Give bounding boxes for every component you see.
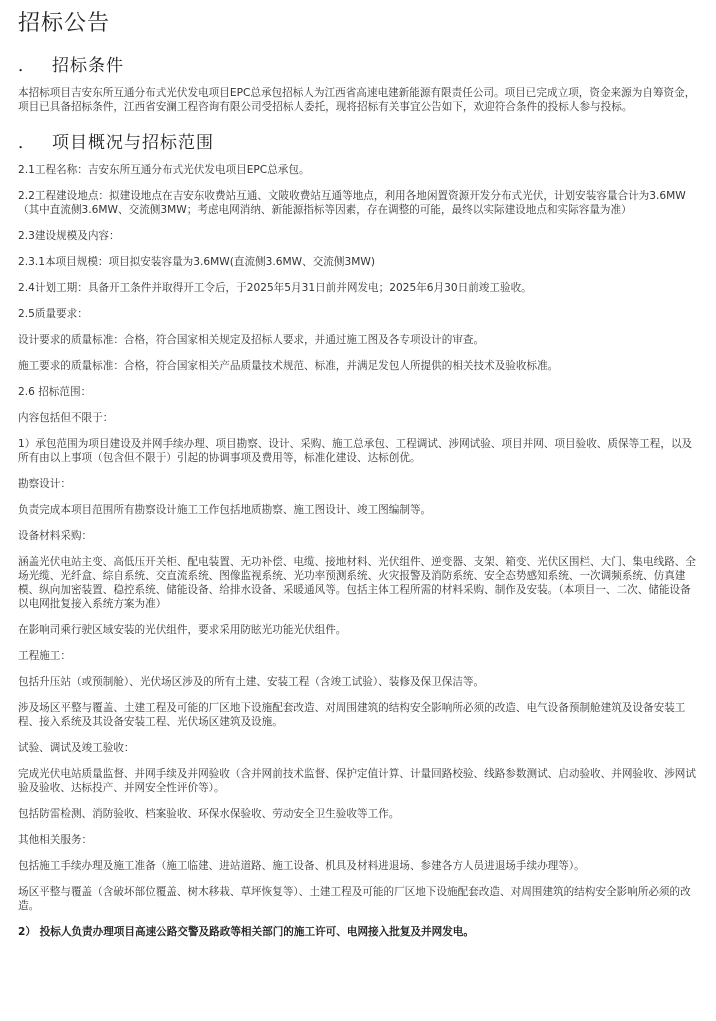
overview-paragraph: 1）承包范围为项目建设及并网手续办理、项目勘察、设计、采购、施工总承包、工程调试、涉网试验、项目并网、项目验收、质保等工程，以及所有由以上事项（包含但不限于）引起的协调事项及费用等，标准化建设、达标创优。 — [18, 438, 693, 464]
overview-paragraph: 在影响司乘行驶区域安装的光伏组件，要求采用防眩光功能光伏组件。 — [18, 624, 347, 636]
overview-paragraph: 勘察设计： — [18, 478, 71, 490]
bidding-conditions-paragraph: 本招标项目吉安东所互通分布式光伏发电项目EPC总承包招标人为江西省高速电建新能源有限责任公司。项目已完成立项，资金来源为自筹资金，项目已具备招标条件，江西省安澜工程咨询有限公司受招标人委托，现将招标有关事宜公告如下，欢迎符合条件的投标人参与投标。 — [18, 87, 696, 113]
overview-paragraph: 其他相关服务： — [18, 834, 93, 846]
closing-paragraph: 2） 投标人负责办理项目高速公路交警及路政等相关部门的施工许可、电网接入批复及并网发电。 — [18, 926, 474, 938]
overview-paragraph: 2.4计划工期：具备开工条件并取得开工令后，于2025年5月31日前并网发电；2025年6月30日前竣工验收。 — [18, 282, 532, 294]
section-heading-text: 项目概况与招标范围 — [52, 133, 214, 153]
overview-paragraph: 设备材料采购： — [18, 530, 93, 542]
overview-paragraph: 施工要求的质量标准：合格，符合国家相关产品质量技术规范、标准，并满足发包人所提供的相关技术及验收标准。 — [18, 360, 559, 372]
section-heading-bidding-conditions — [18, 51, 698, 76]
overview-paragraph: 2.5质量要求： — [18, 308, 88, 320]
overview-paragraph: 场区平整与覆盖（含破坏部位覆盖、树木移栽、草坪恢复等）、土建工程及可能的厂区地下设施配套改造、对周围建筑的结构安全影响所必须的改造。 — [18, 886, 691, 912]
overview-paragraph: 包括施工手续办理及施工准备（施工临建、进站道路、施工设备、机具及材料进退场、参建各方人员进退场手续办理等）。 — [18, 860, 585, 872]
overview-paragraph: 2.6 招标范围： — [18, 386, 92, 398]
overview-paragraph: 2.3.1本项目规模：项目拟安装容量为3.6MW(直流侧3.6MW、交流侧3MW) — [18, 256, 375, 268]
overview-paragraph: 完成光伏电站质量监督、并网手续及并网验收（含并网前技术监督、保护定值计算、计量回路校验、线路参数测试、启动验收、并网验收、涉网试验及验收、达标投产、并网安全性评价等）。 — [18, 768, 696, 794]
section-heading-text: 招标条件 — [52, 56, 124, 76]
overview-paragraph: 负责完成本项目范围所有勘察设计施工工作包括地质勘察、施工图设计、竣工图编制等。 — [18, 504, 432, 516]
project-overview-body — [18, 163, 698, 913]
overview-paragraph: 涵盖光伏电站主变、高低压开关柜、配电装置、无功补偿、电缆、接地材料、光伏组件、逆变器、支架、箱变、光伏区围栏、大门、集电线路、全场光缆、光纤盒、综自系统、交直流系统、图像监视系统、光功率预测系统、火灾报警及消防系统、安全态势感知系统、一次调频系统、仿真建模、纵向加密装置、稳控系统、储能设备、给排水设备、采暖通风等。包括主体工程所需的材料采购、制作及安装。（本项目一、二次、储能设备以电网批复接入系统方案为准） — [18, 556, 696, 610]
overview-paragraph: 包括升压站（或预制舱）、光伏场区涉及的所有土建、安装工程（含竣工试验）、装修及保卫保洁等。 — [18, 676, 485, 688]
section-heading-project-overview — [18, 128, 698, 153]
overview-paragraph: 2.3建设规模及内容： — [18, 230, 120, 242]
overview-paragraph: 2.2工程建设地点：拟建设地点在吉安东收费站互通、文陂收费站互通等地点，利用各地闲置资源开发分布式光伏，计划安装容量合计为3.6MW（其中直流侧3.6MW、交流侧3MW；考虑电网消纳、新能源指标等因素，存在调整的可能，最终以实际建设地点和实际容量为准） — [18, 190, 686, 216]
overview-paragraph: 试验、调试及竣工验收： — [18, 742, 135, 754]
section-heading-dot: ． — [18, 133, 36, 153]
overview-paragraph: 包括防雷检测、消防验收、档案验收、环保水保验收、劳动安全卫生验收等工作。 — [18, 808, 400, 820]
section-heading-dot: ． — [18, 56, 36, 76]
overview-paragraph: 涉及场区平整与覆盖、土建工程及可能的厂区地下设施配套改造、对周围建筑的结构安全影响所必须的改造、电气设备预制舱建筑及设备安装工程、接入系统及其设备安装工程、光伏场区建筑及设施。 — [18, 702, 686, 728]
overview-paragraph: 2.1工程名称：吉安东所互通分布式光伏发电项目EPC总承包。 — [18, 164, 310, 176]
overview-paragraph: 工程施工： — [18, 650, 71, 662]
page-title: 招标公告 — [18, 11, 111, 36]
overview-paragraph: 设计要求的质量标准：合格，符合国家相关规定及招标人要求，并通过施工图及各专项设计的审查。 — [18, 334, 485, 346]
overview-paragraph: 内容包括但不限于： — [18, 412, 114, 424]
